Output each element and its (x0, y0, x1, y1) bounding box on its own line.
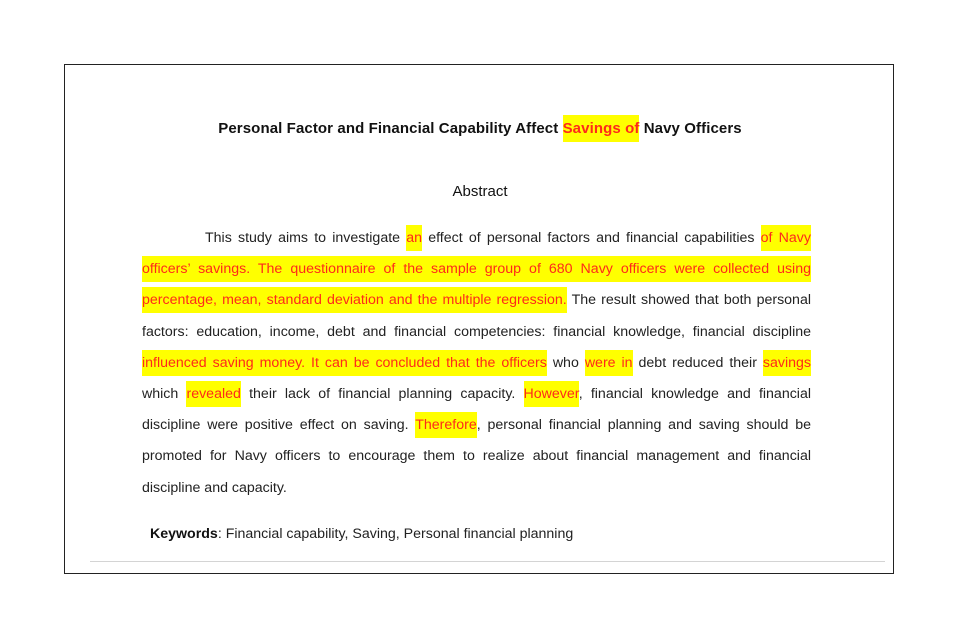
abstract-text: effect of personal factors and financial capabilities (422, 230, 761, 246)
document-title (65, 116, 895, 142)
keywords-list: : Financial capability, Saving, Personal financial planning (217, 526, 574, 542)
highlighted-text: However (524, 381, 579, 407)
highlighted-text: savings (763, 350, 811, 376)
abstract-text: which (142, 386, 187, 403)
title-text-end: Navy Officers (639, 120, 742, 137)
abstract-text: who (546, 354, 585, 371)
abstract-text: , personal financial planning and saving should be promoted for Navy officers to encourage them to realize about financial management and financial discipline and capacity. (142, 417, 811, 496)
highlighted-text: an (406, 225, 422, 251)
footer-divider (90, 561, 885, 562)
highlighted-text: of Navy officers’ savings. The questionnaire of the sample group of 680 Navy officers were collected using percentage, mean, standard deviation and the multiple regression. (142, 225, 811, 313)
document-page (64, 64, 894, 574)
abstract-text: , financial knowledge and financial discipline were positive effect on saving. (142, 386, 811, 434)
abstract-paragraph (142, 223, 811, 504)
title-highlight: Savings of (563, 115, 640, 142)
keywords-line (150, 523, 573, 545)
highlighted-text: influenced saving money. It can be concluded that the officers (142, 350, 547, 376)
abstract-text: debt reduced their (632, 354, 763, 371)
highlighted-text: revealed (186, 381, 240, 407)
title-text-start: Personal Factor and Financial Capability Affect (218, 120, 563, 137)
abstract-text: their lack of financial planning capacity. (240, 386, 524, 403)
highlighted-text: were in (585, 350, 633, 376)
abstract-text: This study aims to investigate (205, 230, 407, 246)
highlighted-text: Therefore (415, 412, 477, 438)
abstract-text: The result showed that both personal factors: education, income, debt and financial competencies: financial knowledge, financial discipline (142, 292, 811, 340)
keywords-label: Keywords (150, 526, 218, 542)
abstract-heading: Abstract (452, 183, 508, 200)
